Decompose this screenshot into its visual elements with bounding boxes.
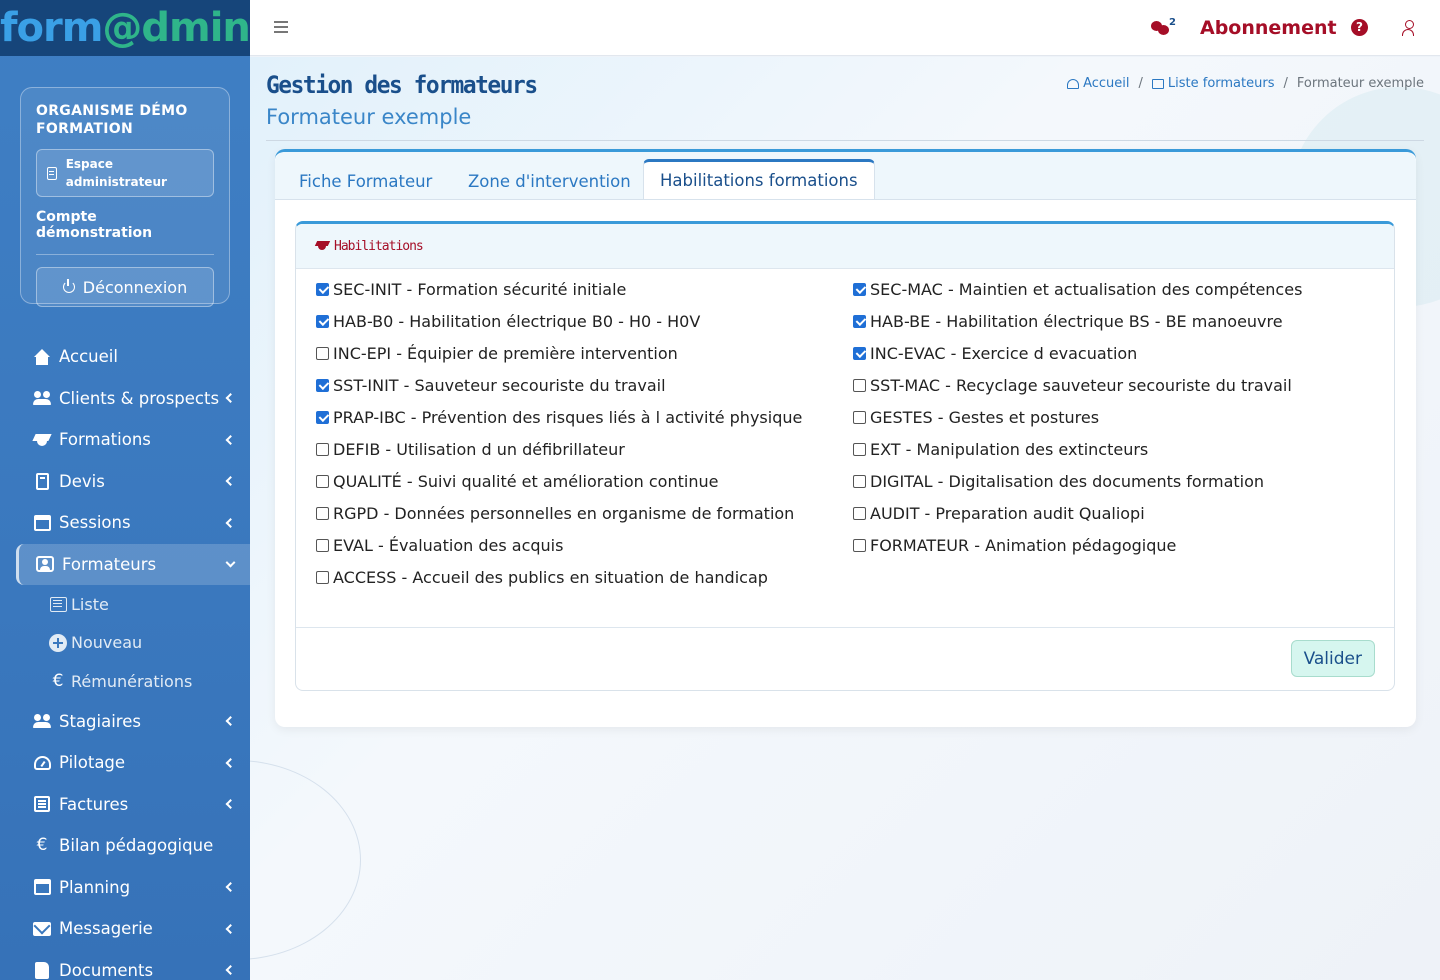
chevron-left-icon [226,716,236,726]
habilitation-item[interactable] [316,369,666,401]
logout-button[interactable] [36,267,214,307]
euro-icon: € [52,670,64,691]
chevron-left-icon [226,518,236,528]
nav-item-stagiaires[interactable] [0,701,250,743]
habilitation-item[interactable] [316,465,718,497]
habilitation-item[interactable] [853,337,1137,369]
page-subtitle: Formateur exemple [266,105,472,129]
breadcrumb-separator: / [1138,76,1143,91]
nav-item-bilan[interactable] [0,825,250,867]
euro-icon: € [36,835,48,856]
formateur-card [275,149,1416,727]
habilitation-label: SEC-MAC - Maintien et actualisation des compétences [870,279,1303,299]
chevron-left-icon [226,393,236,403]
habilitation-label: DIGITAL - Digitalisation des documents formation [870,471,1265,491]
power-icon [63,281,75,293]
tab-zone-intervention[interactable]: Zone d'intervention [468,171,631,191]
habilitation-checkbox[interactable] [316,507,329,520]
page-title: Gestion des formateurs [266,71,537,99]
list-icon [50,597,67,612]
organization-card [20,87,230,304]
breadcrumb-separator: / [1283,76,1288,91]
habilitation-checkbox[interactable] [853,539,866,552]
nav-item-planning[interactable] [0,867,250,909]
habilitation-checkbox[interactable] [316,539,329,552]
habilitation-label: AUDIT - Preparation audit Qualiopi [870,503,1145,523]
habilitation-checkbox[interactable] [853,315,866,328]
habilitation-checkbox[interactable] [316,475,329,488]
panel-header [296,224,1394,269]
habilitation-label: SEC-INIT - Formation sécurité initiale [333,279,627,299]
sub-label: Rémunérations [71,671,193,691]
gauge-icon [34,756,51,770]
home-icon [34,349,50,365]
chevron-left-icon [226,476,236,486]
plus-circle-icon [49,634,67,652]
tab-fiche-formateur[interactable]: Fiche Formateur [299,171,433,191]
habilitation-label: DEFIB - Utilisation d un défibrillateur [333,439,625,459]
chevron-left-icon [226,435,236,445]
tab-bar [275,152,1416,200]
habilitation-checkbox[interactable] [853,507,866,520]
valider-button[interactable]: Valider [1291,640,1375,677]
nav-label: Factures [59,794,129,814]
nav-label: Formateurs [62,554,157,574]
main-nav [0,336,250,980]
topbar [250,0,1440,56]
invoice-icon [34,796,50,812]
habilitation-checkbox[interactable] [316,411,329,424]
habilitation-label: FORMATEUR - Animation pédagogique [870,535,1177,555]
graduation-cap-icon [315,240,330,252]
brand-logo[interactable] [0,0,250,56]
nav-item-factures[interactable] [0,784,250,826]
habilitation-label: INC-EPI - Équipier de première intervention [333,343,678,363]
habilitation-item[interactable] [853,273,1302,305]
breadcrumb [1067,76,1424,91]
sub-item-liste[interactable] [0,585,250,624]
breadcrumb-current: Formateur exemple [1296,76,1424,91]
document-icon [36,473,49,490]
chevron-left-icon [226,924,236,934]
habilitation-checkbox[interactable] [853,475,866,488]
habilitation-item[interactable] [316,497,794,529]
habilitation-item[interactable] [316,305,700,337]
divider [36,254,214,255]
nav-label: Accueil [59,347,118,367]
nav-item-accueil[interactable] [0,336,250,378]
nav-label: Planning [59,877,131,897]
habilitation-item[interactable] [853,305,1283,337]
habilitation-item[interactable] [316,401,802,433]
habilitation-item[interactable] [853,369,1292,401]
panel-footer [296,627,1394,690]
brand-part2: dmin [141,5,250,51]
habilitation-item[interactable] [853,401,1099,433]
nav-item-pilotage[interactable] [0,742,250,784]
chevron-down-icon [226,558,236,568]
nav-label: Stagiaires [59,711,141,731]
habilitation-item[interactable] [853,465,1264,497]
habilitation-checkbox[interactable] [316,283,329,296]
sidebar [0,0,250,980]
breadcrumb-list[interactable] [1152,76,1275,91]
abonnement-link[interactable]: Abonnement [1200,17,1337,39]
nav-label: Pilotage [59,753,126,773]
nav-label: Formations [59,430,151,450]
habilitation-label: PRAP-IBC - Prévention des risques liés à l activité physique [333,407,803,427]
habilitation-checkbox[interactable] [853,443,866,456]
calendar-icon [34,879,51,895]
help-icon[interactable]: ? [1351,19,1368,36]
building-icon [47,167,57,180]
nav-label: Documents [59,960,154,980]
file-icon [35,962,49,979]
nav-label: Messagerie [59,919,153,939]
users-icon [33,714,51,728]
sub-item-remunerations[interactable] [0,662,250,701]
habilitation-label: RGPD - Données personnelles en organisme de formation [333,503,795,523]
chevron-left-icon [226,882,236,892]
user-settings-icon[interactable] [1402,20,1416,36]
nav-item-documents[interactable] [0,950,250,980]
habilitation-label: INC-EVAC - Exercice d evacuation [870,343,1138,363]
habilitation-checkbox[interactable] [316,315,329,328]
menu-toggle-icon[interactable] [274,21,288,23]
breadcrumb-home-label: Accueil [1083,76,1130,91]
habilitation-item[interactable] [316,273,626,305]
habilitation-checkbox[interactable] [853,411,866,424]
habilitation-label: SST-MAC - Recyclage sauveteur secouriste du travail [870,375,1292,395]
dashboard-icon [1067,79,1079,89]
nav-item-sessions[interactable] [0,502,250,544]
chevron-left-icon [226,758,236,768]
nav-label: Sessions [59,513,131,533]
breadcrumb-list-label: Liste formateurs [1167,76,1275,91]
users-icon [33,391,51,405]
envelope-icon [33,922,51,936]
panel-title: Habilitations [334,238,423,254]
nav-label: Bilan pédagogique [59,836,214,856]
habilitation-label: SST-INIT - Sauveteur secouriste du travail [333,375,666,395]
nav-item-clients[interactable] [0,378,250,420]
habilitation-item[interactable] [853,497,1145,529]
habilitation-label: HAB-BE - Habilitation électrique BS - BE manoeuvre [870,311,1283,331]
habilitation-label: GESTES - Gestes et postures [870,407,1100,427]
habilitation-checkbox[interactable] [853,283,866,296]
brand-at: @ [102,5,142,51]
habilitation-item[interactable] [316,561,768,593]
habilitation-checkbox[interactable] [316,571,329,584]
habilitation-item[interactable] [316,433,625,465]
notification-count-badge: 2 [1169,17,1176,28]
title-divider [266,140,1424,141]
nav-item-formateurs[interactable] [16,544,250,586]
notifications-icon[interactable] [1151,20,1171,36]
nav-label: Devis [59,471,105,491]
organization-name: ORGANISME DÉMO FORMATION [36,103,188,137]
account-name: Compte démonstration [36,209,153,241]
nav-item-devis[interactable] [0,461,250,503]
habilitation-checkbox[interactable] [853,379,866,392]
calendar-icon [34,515,51,531]
person-card-icon [36,556,54,572]
brand-part1: form [0,5,103,51]
list-icon [1152,79,1164,89]
habilitation-label: HAB-B0 - Habilitation électrique B0 - H0 - H0V [333,311,701,331]
habilitation-item[interactable] [316,337,678,369]
habilitation-checkbox[interactable] [316,443,329,456]
sub-label: Nouveau [71,633,143,653]
habilitation-label: EVAL - Évaluation des acquis [333,535,564,555]
nav-item-messagerie[interactable] [0,908,250,950]
chevron-left-icon [226,965,236,975]
main-content [250,57,1440,980]
habilitations-panel [295,221,1395,691]
decorative-circle [250,760,361,960]
nav-item-formations[interactable] [0,419,250,461]
espace-label: Espace administrateur [65,157,167,189]
graduation-cap-icon [33,433,51,447]
habilitation-item[interactable] [316,529,563,561]
breadcrumb-home[interactable] [1067,76,1129,91]
habilitation-item[interactable] [853,433,1148,465]
logout-label: Déconnexion [82,277,188,297]
chevron-left-icon [226,799,236,809]
habilitation-checkbox[interactable] [316,379,329,392]
nav-label: Clients & prospects [59,388,220,408]
sub-item-nouveau[interactable] [0,624,250,663]
sub-label: Liste [71,594,109,614]
habilitation-item[interactable] [853,529,1176,561]
espace-administrateur-button[interactable] [36,149,214,197]
habilitation-checkbox[interactable] [316,347,329,360]
habilitation-checkbox[interactable] [853,347,866,360]
habilitation-label: EXT - Manipulation des extincteurs [870,439,1149,459]
tab-habilitations-formations[interactable]: Habilitations formations [643,159,875,199]
habilitation-label: ACCESS - Accueil des publics en situation de handicap [333,567,768,587]
habilitation-label: QUALITÉ - Suivi qualité et amélioration continue [333,471,719,491]
